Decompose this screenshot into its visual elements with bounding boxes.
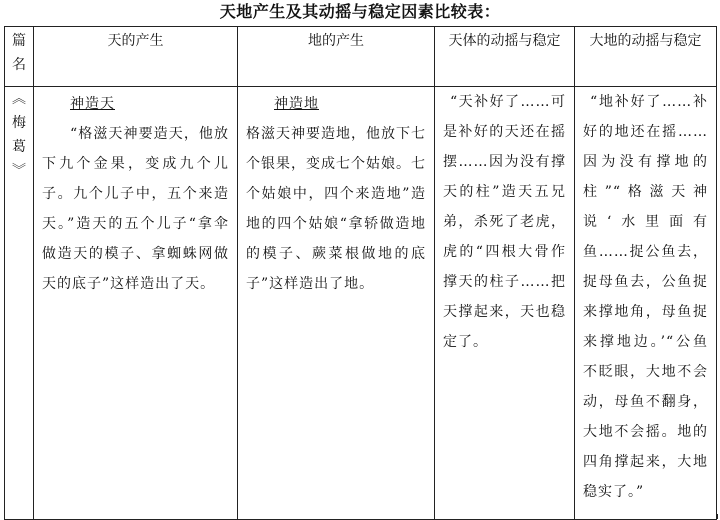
header-earth-stability: 大地的动摇与稳定 <box>575 27 717 87</box>
sky-origin-cell <box>34 87 238 520</box>
sky-stability-text: “天补好了……可是补好的天还在摇摆……因为没有撑天的柱”造天五兄弟，杀死了老虎，虎的“四根大骨作撑天的柱子……把天撑起来，天也稳定了。 <box>443 94 566 350</box>
work-name-char: 葛 <box>12 139 26 155</box>
sky-stability-cell <box>435 87 575 520</box>
table-title: 天地产生及其动摇与稳定因素比较表： <box>219 2 501 21</box>
earth-stability-cell <box>575 87 717 520</box>
header-row <box>5 27 717 87</box>
header-name-cell <box>5 27 34 87</box>
sky-origin-subtitle: 神造天 <box>70 96 115 112</box>
earth-origin-cell <box>238 87 435 520</box>
header-sky-stability: 天体的动摇与稳定 <box>435 27 575 87</box>
earth-origin-text: 格滋天神要造地，他放下七个银果，变成七个姑娘。七个姑娘中，四个来造地”造地的四个姑娘“拿轿做造地的模子、蕨菜根做地的底子”这样造出了地。 <box>246 126 426 292</box>
sky-origin-text: “格滋天神要造天，他放下九个金果，变成九个儿子。九个儿子中，五个来造天。”造天的五个儿子“拿伞做造天的模子、拿蜘蛛网做天的底子”这样造出了天。 <box>42 126 229 292</box>
column-divider <box>33 514 34 519</box>
earth-stability-text: “地补好了……补好的地还在摇……因为没有撑地的柱”“格滋天神说‘水里面有鱼……捉公鱼去，捉母鱼去，公鱼捉来撑地角，母鱼捉来撑地边。’“公鱼不眨眼，大地不会动，母鱼不翻身，大地不会摇。地的四角撑起来，大地稳实了。” <box>583 94 708 500</box>
header-name-line1: 篇 <box>12 33 26 49</box>
work-name-char: 梅 <box>12 115 26 131</box>
next-row-edge <box>4 514 718 519</box>
column-divider <box>434 514 435 519</box>
earth-origin-subtitle: 神造地 <box>274 96 319 112</box>
header-earth-origin: 地的产生 <box>238 27 435 87</box>
column-divider <box>237 514 238 519</box>
header-name-line2: 名 <box>12 57 26 73</box>
table-row <box>5 87 717 520</box>
work-name-char: ︽ <box>12 91 26 107</box>
comparison-table <box>4 26 717 520</box>
work-name-cell <box>5 87 34 520</box>
column-divider <box>574 514 575 519</box>
work-name-char: ︾ <box>12 163 26 179</box>
header-sky-origin: 天的产生 <box>34 27 238 87</box>
